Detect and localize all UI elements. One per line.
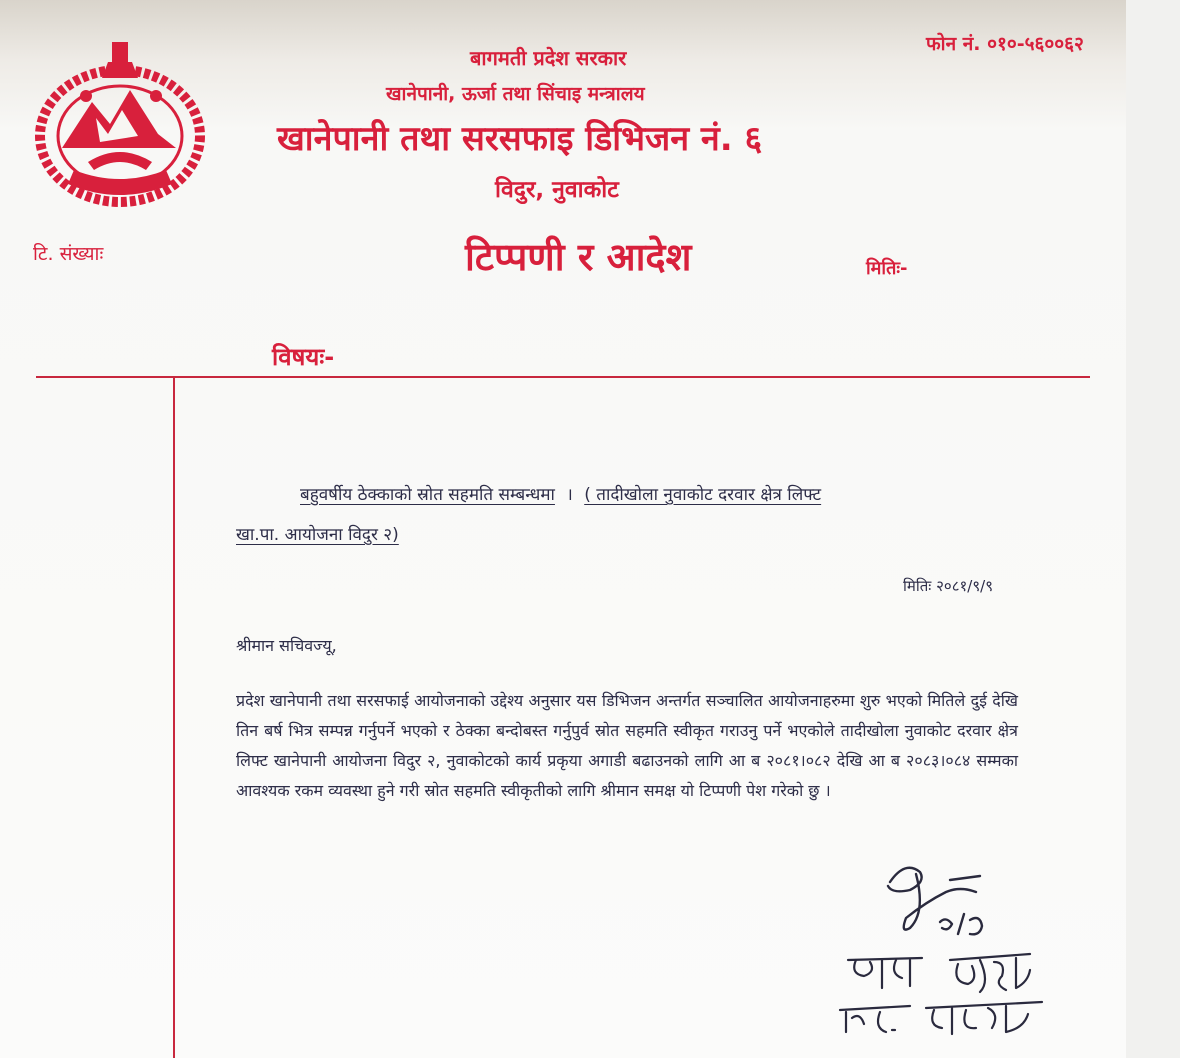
reference-number-label: टि. संख्याः <box>33 243 104 265</box>
letter-body: प्रदेश खानेपानी तथा सरसफाई आयोजनाको उद्देश्य अनुसार यस डिभिजन अन्तर्गत सञ्चालित आयोजनाहरुमा शुरु भएको मितिले दुई देखि तिन बर्ष भित्र सम्पन्न गर्नुपर्ने भएको र ठेक्का बन्दोबस्त गर्नुपुर्व स्रोत सहमति स्वीकृत गराउनु पर्ने भएकोले तादीखोला नुवाकोट दरवार क्षेत्र लिफ्ट खानेपानी आयोजना विदुर २, नुवाकोटको कार्य प्रकृया अगाडी बढाउनको लागि आ ब २०८१।०८२ देखि आ ब २०८३।०८४ सम्मका आवश्यक रकम व्यवस्था हुने गरी स्रोत सहमति स्वीकृतीको लागि श्रीमान समक्ष यो टिप्पणी पेश गरेको छु । <box>236 691 1018 800</box>
salutation: श्रीमान सचिवज्यू, <box>236 636 337 655</box>
date-label: मितिः- <box>866 258 908 279</box>
nepal-emblem-logo <box>26 38 212 214</box>
letter-date: मितिः २०८१/९/९ <box>903 577 993 595</box>
handwritten-signature <box>830 842 1060 1042</box>
subject-line-1 <box>300 482 821 505</box>
subject-line-2: खा.पा. आयोजना विदुर २) <box>236 525 399 545</box>
phone-number: फोन नं. ०१०-५६००६२ <box>926 33 1084 55</box>
ministry-name: खानेपानी, ऊर्जा तथा सिंचाइ मन्त्रालय <box>386 83 645 105</box>
header-divider-line <box>36 376 1090 378</box>
margin-line <box>173 377 175 1058</box>
subject-text-main: बहुवर्षीय ठेक्काको स्रोत सहमति सम्बन्धमा <box>300 485 555 505</box>
subject-separator: । <box>566 485 573 505</box>
scan-right-margin <box>1126 0 1180 1058</box>
government-name: बागमती प्रदेश सरकार <box>470 46 627 70</box>
office-location: विदुर, नुवाकोट <box>495 177 619 203</box>
form-title: टिप्पणी र आदेश <box>465 235 692 279</box>
subject-text-project: ( तादीखोला नुवाकोट दरवार क्षेत्र लिफ्ट <box>584 485 822 505</box>
subject-label: विषयः- <box>272 343 335 371</box>
office-name: खानेपानी तथा सरसफाइ डिभिजन नं. ६ <box>277 119 763 159</box>
